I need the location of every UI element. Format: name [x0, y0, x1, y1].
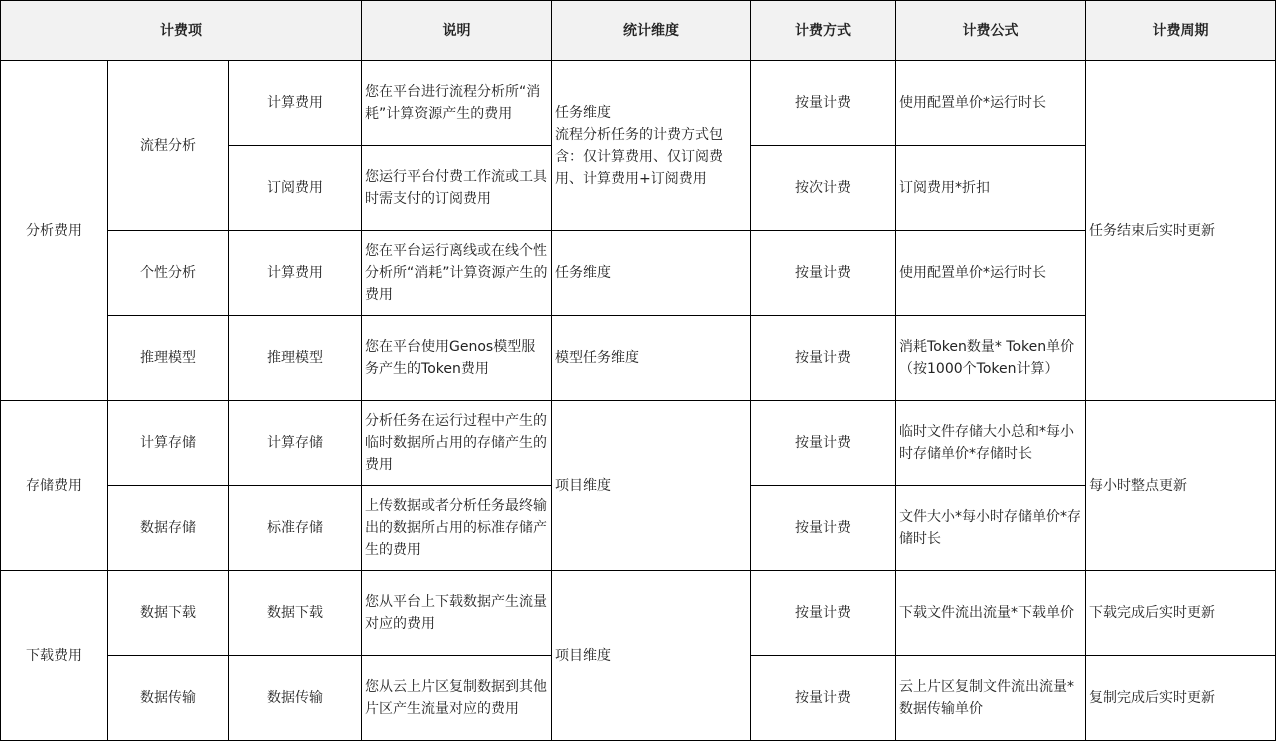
formula-cell: 下载文件流出流量*下载单价	[896, 571, 1086, 656]
method-cell: 按量计费	[751, 231, 896, 316]
description-cell: 您从云上片区复制数据到其他片区产生流量对应的费用	[362, 656, 552, 741]
table-row	[1, 316, 1276, 401]
description-cell: 分析任务在运行过程中产生的临时数据所占用的存储产生的费用	[362, 401, 552, 486]
cycle-cell: 每小时整点更新	[1086, 401, 1276, 571]
sub-item-cell: 数据下载	[229, 571, 362, 656]
cycle-cell: 下载完成后实时更新	[1086, 571, 1276, 656]
group-cell-analysis: 分析费用	[1, 61, 108, 401]
method-cell: 按次计费	[751, 146, 896, 231]
dimension-text: 任务维度 流程分析任务的计费方式包含：仅计算费用、仅订阅费用、计算费用+订阅费用	[555, 104, 724, 187]
table-row	[1, 571, 1276, 656]
formula-cell: 使用配置单价*运行时长	[896, 61, 1086, 146]
cycle-cell: 任务结束后实时更新	[1086, 61, 1276, 401]
formula-cell: 云上片区复制文件流出流量*数据传输单价	[896, 656, 1086, 741]
sub-item-cell: 计算费用	[229, 231, 362, 316]
formula-cell: 使用配置单价*运行时长	[896, 231, 1086, 316]
dimension-cell	[552, 61, 751, 231]
category-cell: 数据下载	[108, 571, 229, 656]
header-row	[1, 1, 1276, 61]
header-description: 说明	[362, 1, 552, 61]
method-cell: 按量计费	[751, 316, 896, 401]
sub-item-cell: 数据传输	[229, 656, 362, 741]
description-cell: 您在平台运行离线或在线个性分析所“消耗”计算资源产生的费用	[362, 231, 552, 316]
category-cell: 个性分析	[108, 231, 229, 316]
sub-item-cell: 计算存储	[229, 401, 362, 486]
header-dimension: 统计维度	[552, 1, 751, 61]
header-cycle: 计费周期	[1086, 1, 1276, 61]
formula-cell: 订阅费用*折扣	[896, 146, 1086, 231]
formula-cell: 文件大小*每小时存储单价*存储时长	[896, 486, 1086, 571]
formula-cell: 临时文件存储大小总和*每小时存储单价*存储时长	[896, 401, 1086, 486]
method-cell: 按量计费	[751, 571, 896, 656]
description-cell: 您从平台上下载数据产生流量对应的费用	[362, 571, 552, 656]
method-cell: 按量计费	[751, 401, 896, 486]
method-cell: 按量计费	[751, 656, 896, 741]
method-cell: 按量计费	[751, 486, 896, 571]
category-cell: 计算存储	[108, 401, 229, 486]
dimension-cell: 任务维度	[552, 231, 751, 316]
table-row	[1, 231, 1276, 316]
description-cell: 上传数据或者分析任务最终输出的数据所占用的标准存储产生的费用	[362, 486, 552, 571]
description-cell: 您运行平台付费工作流或工具时需支付的订阅费用	[362, 146, 552, 231]
dimension-cell: 项目维度	[552, 571, 751, 741]
dimension-cell: 项目维度	[552, 401, 751, 571]
group-cell-download: 下载费用	[1, 571, 108, 741]
cycle-cell: 复制完成后实时更新	[1086, 656, 1276, 741]
table-row	[1, 401, 1276, 486]
header-formula: 计费公式	[896, 1, 1086, 61]
table-row	[1, 61, 1276, 146]
category-cell: 推理模型	[108, 316, 229, 401]
header-method: 计费方式	[751, 1, 896, 61]
sub-item-cell: 计算费用	[229, 61, 362, 146]
header-item: 计费项	[1, 1, 362, 61]
sub-item-cell: 订阅费用	[229, 146, 362, 231]
category-cell: 数据传输	[108, 656, 229, 741]
formula-cell: 消耗Token数量* Token单价（按1000个Token计算）	[896, 316, 1086, 401]
group-cell-storage: 存储费用	[1, 401, 108, 571]
description-cell: 您在平台使用Genos模型服务产生的Token费用	[362, 316, 552, 401]
method-cell: 按量计费	[751, 61, 896, 146]
description-cell: 您在平台进行流程分析所“消耗”计算资源产生的费用	[362, 61, 552, 146]
sub-item-cell: 标准存储	[229, 486, 362, 571]
category-cell: 流程分析	[108, 61, 229, 231]
sub-item-cell: 推理模型	[229, 316, 362, 401]
category-cell: 数据存储	[108, 486, 229, 571]
dimension-cell: 模型任务维度	[552, 316, 751, 401]
